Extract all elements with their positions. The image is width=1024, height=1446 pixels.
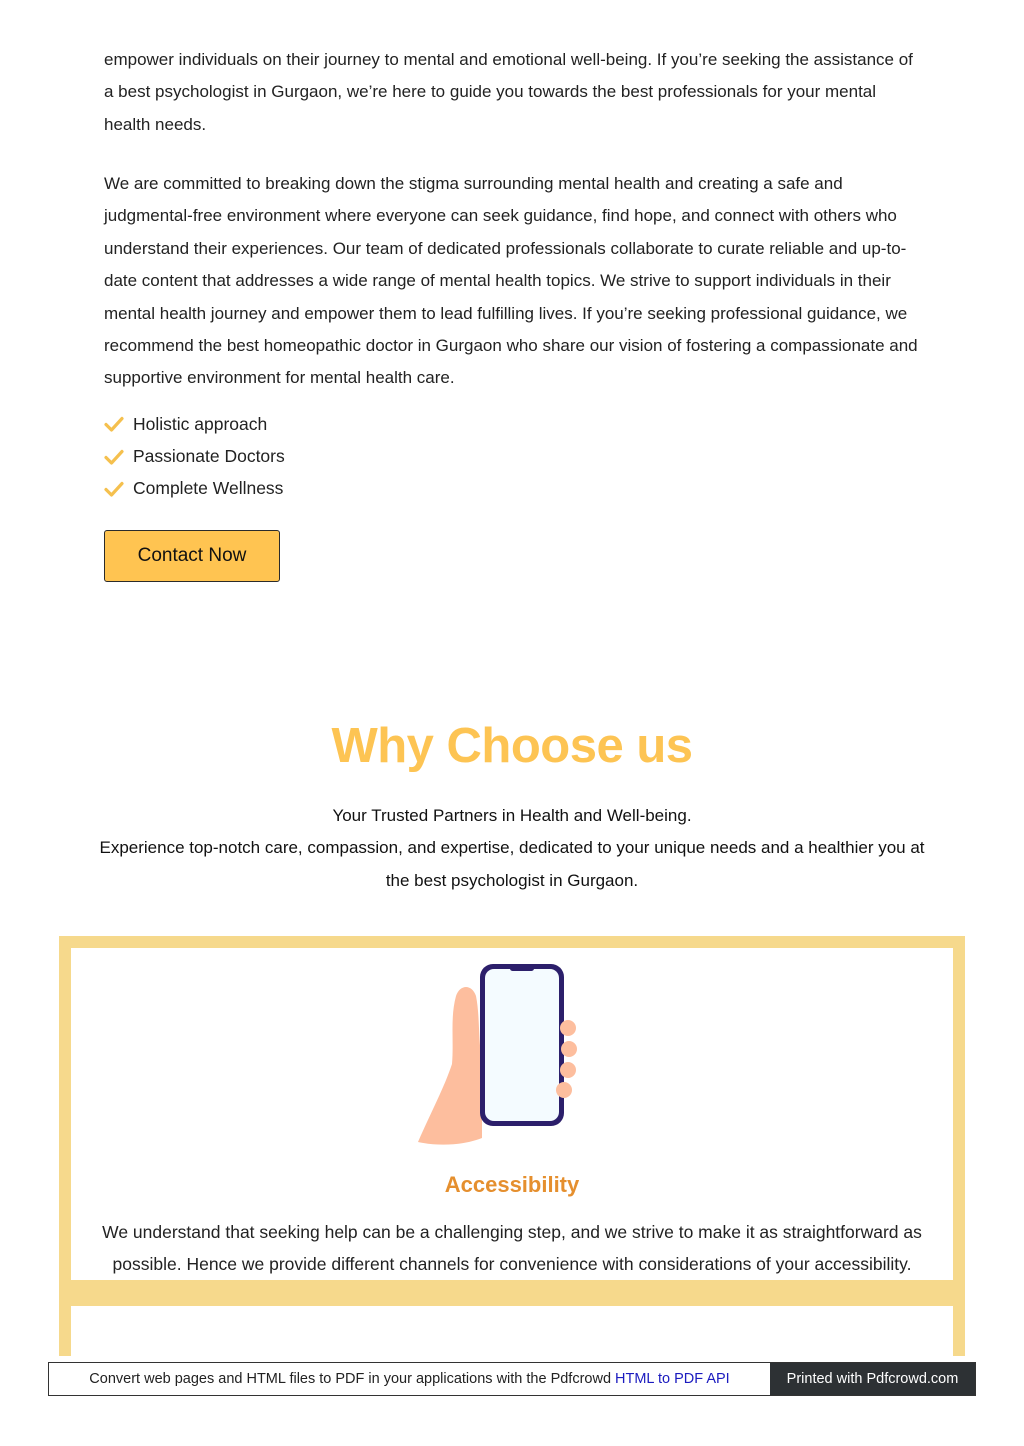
check-icon — [104, 414, 124, 434]
check-icon — [104, 447, 124, 467]
list-item — [104, 408, 285, 440]
footer-left — [49, 1363, 770, 1395]
footer-right-text: Printed with Pdfcrowd.com — [770, 1363, 975, 1395]
feature-card-next — [71, 1306, 953, 1356]
section-subtitle — [96, 800, 928, 897]
intro-paragraph-1: empower individuals on their journey to mental and emotional well-being. If you’re seeking the assistance of a best psychologist in Gurgaon, we’re here to guide you towards the best professionals for your mental health needs. — [104, 50, 913, 134]
hand-holding-phone-illustration — [412, 960, 582, 1146]
check-icon — [104, 479, 124, 499]
html-to-pdf-link[interactable]: HTML to PDF API — [615, 1371, 730, 1387]
checklist-label: Passionate Doctors — [133, 446, 285, 467]
checklist-label: Complete Wellness — [133, 478, 284, 499]
footer-left-text: Convert web pages and HTML files to PDF in your applications with the Pdfcrowd — [89, 1371, 612, 1387]
contact-now-button[interactable]: Contact Now — [104, 530, 280, 582]
list-item — [104, 440, 285, 472]
feature-checklist — [104, 408, 285, 505]
section-title: Why Choose us — [331, 719, 693, 773]
list-item — [104, 473, 285, 505]
checklist-label: Holistic approach — [133, 413, 268, 434]
pdfcrowd-footer — [48, 1362, 976, 1396]
card-description: We understand that seeking help can be a challenging step, and we strive to make it as straightforward as possible. Hence we provide different channels for convenience with considerations of your accessibility. — [102, 1222, 922, 1275]
subtitle-line-2: Experience top-notch care, compassion, and expertise, dedicated to your unique needs and a healthier you at the best psychologist in Gurgaon. — [99, 838, 925, 890]
card-title: Accessibility — [444, 1172, 580, 1197]
subtitle-line-1: Your Trusted Partners in Health and Well-being. — [332, 806, 692, 825]
intro-paragraph-2: We are committed to breaking down the stigma surrounding mental health and creating a safe and judgmental-free environment where everyone can seek guidance, find hope, and connect with others who understand their experiences. Our team of dedicated professionals collaborate to curate reliable and up-to-date content that addresses a wide range of mental health topics. We strive to support individuals in their mental health journey and empower them to lead fulfilling lives. If you’re seeking professional guidance, we recommend the best homeopathic doctor in Gurgaon who share our vision of fostering a compassionate and supportive environment for mental health care. — [104, 174, 918, 388]
